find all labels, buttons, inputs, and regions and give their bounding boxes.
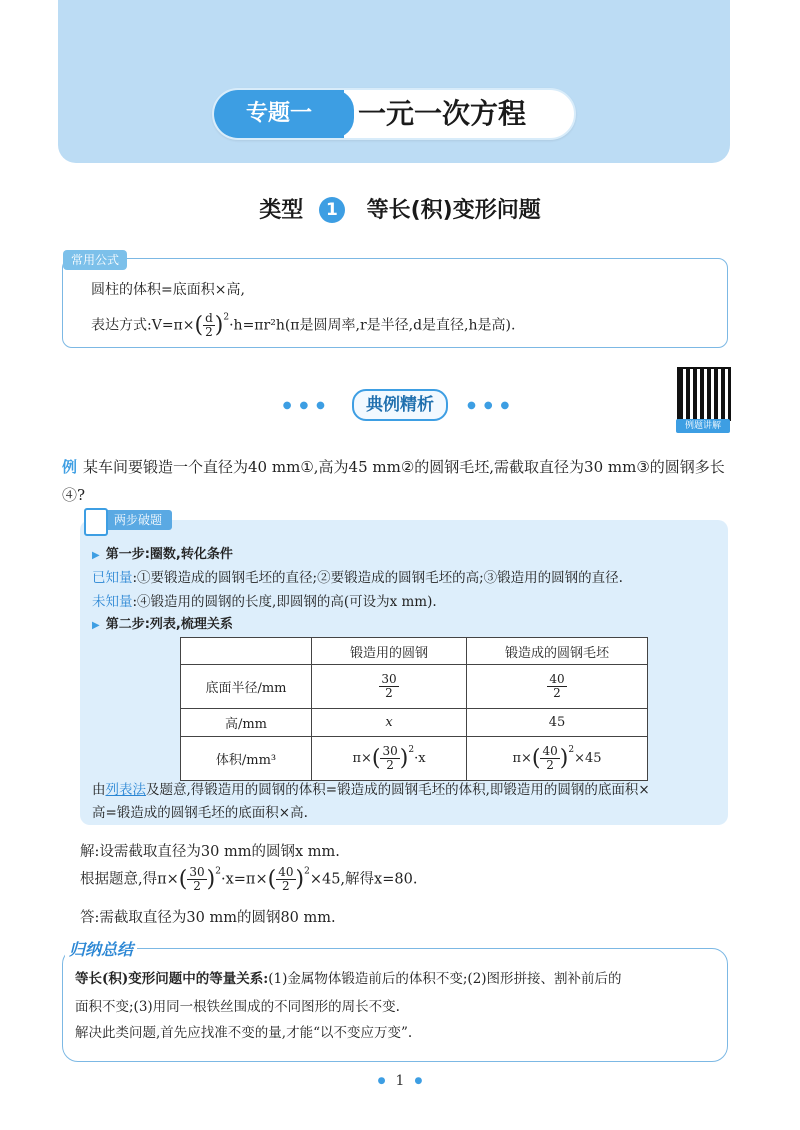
fraction-denominator: 2 [553,686,561,700]
fraction-numerator: 40 [542,744,558,758]
summary-rest: (1)金属物体锻造前后的体积不变;(2)图形拼接、割补前后的 [268,971,622,987]
board-icon [84,508,108,536]
dot-icon: ● [414,1076,423,1086]
solution-line-1: 解:设需截取直径为30 mm的圆钢x mm. [80,844,340,860]
topic-tag: 专题一 [214,90,344,138]
step2-heading: ▶ 第二步:列表,梳理关系 [92,613,233,632]
analysis-prefix: 由 [92,782,106,798]
page-number [0,1073,800,1089]
formula-line-2: 表达方式:V=π×( $\frac{d}{2}$ )$^2$·h=πr²h(π是圆周率,r是半径,d是直径,h是高). [91,311,516,339]
solution-fraction [187,866,206,893]
solution-mid: ·x=π× [221,871,268,888]
table-header-cell: 锻造成的圆钢毛坯 [467,638,648,665]
unknown-text: :④锻造用的圆钢的长度,即圆钢的高(可设为x mm). [132,594,437,610]
summary-bold: 等长(积)变形问题中的等量关系: [75,971,269,987]
table-header-row [181,638,648,665]
table-cell: π×( $\frac{40}{2}$ )$^2$×45 [467,737,648,781]
fraction-denominator: 2 [282,879,290,893]
formula-prefix: 表达方式:V=π× [91,317,195,334]
table-row [181,709,648,737]
topic-title-pill [212,88,576,140]
topic-title: 一元一次方程 [358,97,527,130]
fraction-numerator: 30 [381,672,397,686]
analysis-method: 列表法 [105,782,146,798]
fraction-denominator: 2 [193,879,201,893]
fraction-numerator: 40 [549,672,565,686]
table-header-cell: 锻造用的圆钢 [312,638,467,665]
analysis-line-2: 高=锻造成的圆钢毛坯的底面积×高. [92,805,308,821]
table-fraction [379,673,398,700]
summary-box [62,940,728,1062]
known-line [92,566,623,586]
qr-code-icon[interactable] [677,367,731,421]
table-cell [467,665,648,709]
fraction-numerator: 30 [189,865,205,879]
table-row [181,665,648,709]
cell-suffix: ·x [414,751,426,766]
analysis-line-1 [92,778,650,798]
known-text: :①要锻造成的圆钢毛坯的直径;②要锻造成的圆钢毛坯的高;③锻造用的圆钢的直径. [132,570,623,586]
table-fraction [380,745,399,772]
dots-left-icon: ●●● [282,400,333,411]
type-title: 等长(积)变形问题 [366,198,541,223]
summary-tag: 归纳总结 [65,937,137,960]
analysis-text-1: 及题意,得锻造用的圆钢的体积=锻造成的圆钢毛坯的体积,即锻造用的圆钢的底面积× [146,782,650,798]
dot-icon: ● [377,1076,386,1086]
fraction-denominator: 2 [385,686,393,700]
formula-suffix: ·h=πr²h(π是圆周率,r是半径,d是直径,h是高). [229,317,516,334]
fraction-denominator: 2 [205,325,213,339]
fraction-d-over-2 [203,312,215,339]
type-prefix: 类型 [259,198,304,223]
dots-right-icon: ●●● [467,400,518,411]
table-fraction [540,745,559,772]
table-fraction [547,673,566,700]
type-heading [0,193,800,224]
table-header-cell [181,638,312,665]
formula-box [62,253,728,348]
solution-line-3: 答:需截取直径为30 mm的圆钢80 mm. [80,910,336,926]
type-number-badge: 1 [319,197,345,223]
unknown-label: 未知量 [92,594,133,610]
section-title: 典例精析 [352,389,448,421]
fraction-numerator: 40 [278,865,294,879]
cell-prefix: π× [512,751,532,766]
known-label: 已知量 [92,570,133,586]
cell-suffix: ×45 [574,751,602,766]
table-row-label: 底面半径/mm [181,665,312,709]
page-number-text: 1 [395,1073,405,1089]
summary-line-2: 面积不变;(3)用同一根铁丝围成的不同图形的周长不变. [75,999,400,1015]
formula-line-1: 圆柱的体积=底面积×高, [91,282,245,298]
table-row-label: 体积/mm³ [181,737,312,781]
cell-prefix: π× [352,751,372,766]
solution-line-2: 根据题意,得π×( $\frac{30}{2}$ )$^2$·x=π×( $\frac{40}{2}$ )$^2$×45,解得x=80. [80,865,418,893]
table-row-label: 高/mm [181,709,312,737]
solution-fraction [276,866,295,893]
step1-heading: ▶ 第一步:圈数,转化条件 [92,543,233,562]
steps-tag: 两步破题 [86,510,172,530]
table-cell: x [312,709,467,737]
summary-line-3: 解决此类问题,首先应找准不变的量,才能“以不变应万变”. [75,1025,413,1041]
summary-line-1 [75,967,622,987]
qr-label: 例题讲解 [676,419,730,433]
table-row [181,737,648,781]
fraction-numerator: d [205,311,213,325]
example-text: 某车间要锻造一个直径为40 mm①,高为45 mm②的圆钢毛坯,需截取直径为30 mm③的圆钢多长④? [62,458,725,504]
solution-suffix: ×45,解得x=80. [309,871,418,888]
example-mark: 例 [62,458,78,476]
table-cell [312,665,467,709]
unknown-line [92,590,437,610]
table-cell: π×( $\frac{30}{2}$ )$^2$·x [312,737,467,781]
table-cell: 45 [467,709,648,737]
formula-tag: 常用公式 [63,250,127,270]
fraction-denominator: 2 [386,758,394,772]
solution-prefix: 根据题意,得π× [80,871,179,888]
example-problem [62,453,732,509]
relation-table [180,637,648,781]
fraction-denominator: 2 [546,758,554,772]
fraction-numerator: 30 [382,744,398,758]
